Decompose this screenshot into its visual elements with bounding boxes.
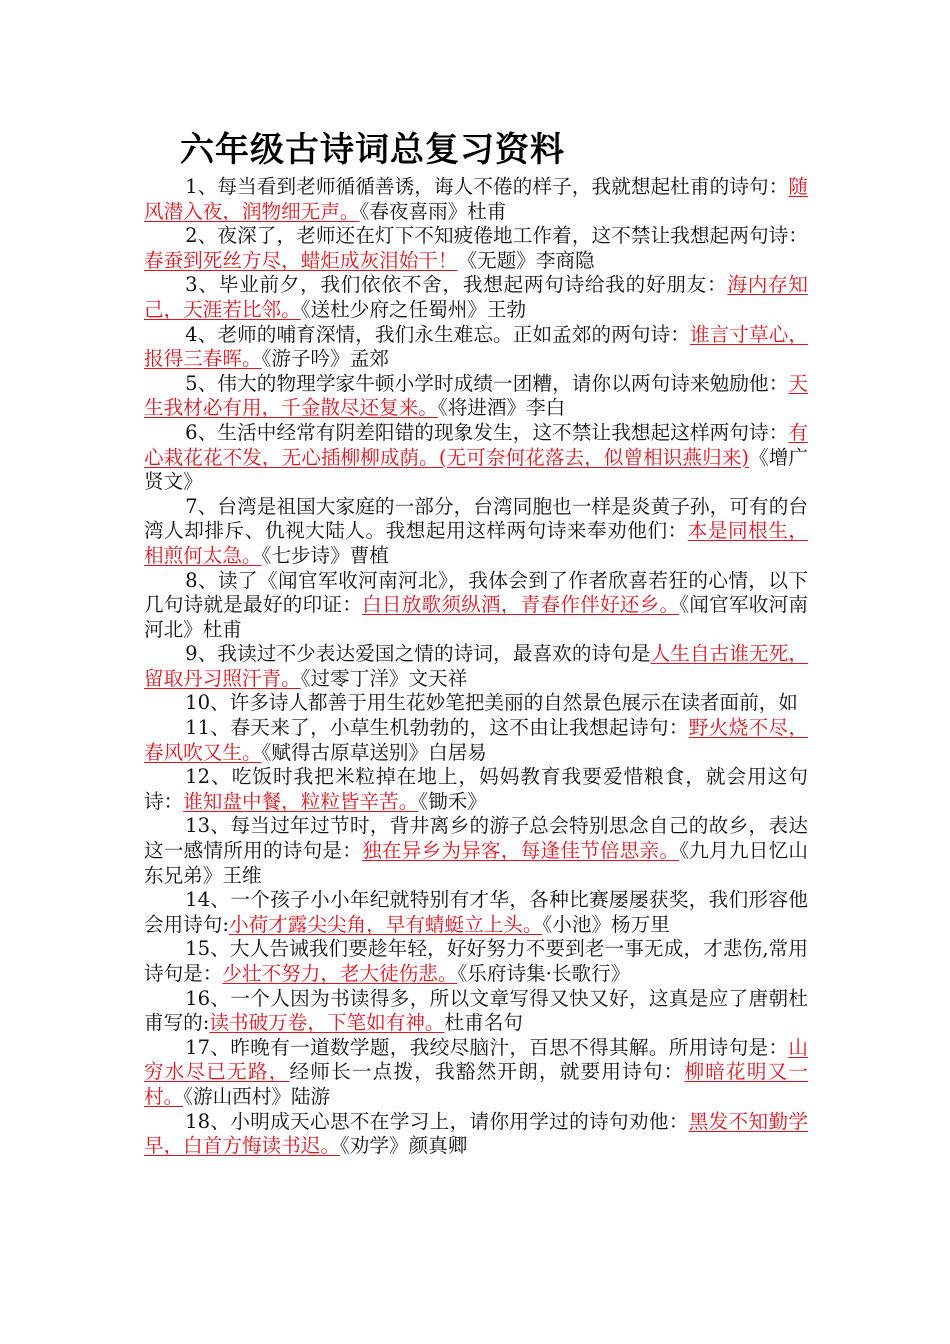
answer-text: 有心栽花花不发，无心插柳柳成荫。(无可奈何花落去，似曾相识燕归来) — [144, 420, 808, 469]
question-item — [144, 323, 808, 372]
question-text: 4、老师的哺育深情，我们永生难忘。正如孟郊的两句诗： — [185, 322, 690, 346]
source-text: 《小池》杨万里 — [542, 912, 670, 936]
question-text: 17、昨晚有一道数学题，我绞尽脑汁，百思不得其解。所用诗句是： — [185, 1035, 789, 1059]
answer-text: 读书破万卷，下笔如有神。 — [209, 1011, 445, 1035]
answer-text: 白日放歌须纵酒，青春作伴好还乡。 — [362, 593, 680, 617]
question-item — [144, 716, 808, 765]
question-item — [144, 224, 808, 273]
source-text: 《游山西村》陆游 — [183, 1084, 331, 1108]
source-text: 《乐府诗集·长歌行》 — [457, 962, 631, 985]
answer-text: 黑发不知勤学早，白首方悔读书迟。 — [144, 1109, 808, 1158]
source-text: 杜甫名句 — [444, 1011, 523, 1035]
question-item — [144, 421, 808, 495]
source-text: 《劝学》颜真卿 — [339, 1134, 468, 1158]
answer-text: 谁言寸草心，报得三春晖。 — [144, 322, 809, 371]
question-text: 13、每当过年过节时，背井离乡的游子总会特别思念自己的故乡，表达这一感情所用的诗句是： — [144, 814, 808, 863]
question-item — [144, 1110, 808, 1159]
question-text: 9、我读过不少表达爱国之情的诗词，最喜欢的诗句是 — [185, 642, 651, 666]
question-item — [144, 175, 808, 224]
answer-text: 野火烧不尽，春风吹又生。 — [144, 716, 808, 764]
source-text: 《闻官军收河南河北》杜甫 — [144, 593, 809, 641]
answer-text: 本是同根生，相煎何太急。 — [144, 519, 809, 567]
answer-text: 海内存知己，天涯若比邻。 — [144, 273, 809, 321]
source-text: 《锄禾》 — [418, 789, 487, 813]
answer-text: 少壮不努力，老大徒伤悲。 — [222, 962, 458, 985]
question-item — [144, 569, 808, 643]
question-item — [144, 372, 808, 421]
source-text: 《过零丁洋》文天祥 — [300, 666, 468, 690]
question-text: 12、吃饭时我把米粒掉在地上，妈妈教育我要爱惜粮食，就会用这句诗： — [144, 765, 808, 813]
question-text: 7、台湾是祖国大家庭的一部分，台湾同胞也一样是炎黄子孙，可有的台湾人却排斥、仇视大陆人。我想起用这样两句诗来奉劝他们： — [144, 494, 808, 543]
answer-text: 天生我材必有用，千金散尽还复来。 — [144, 371, 808, 420]
question-text: 6、生活中经常有阴差阳错的现象发生，这不禁让我想起这样两句诗： — [185, 420, 789, 444]
source-text: 《增广贤文》 — [144, 445, 808, 494]
answer-text: 谁知盘中餐，粒粒皆辛苦。 — [183, 789, 419, 813]
answer-text: 独在异乡为异客，每逢佳节倍思亲。 — [362, 839, 680, 863]
question-text: 10、许多诗人都善于用生花妙笔把美丽的自然景色展示在读者面前，如 — [185, 691, 798, 715]
source-text: 《春夜喜雨》杜甫 — [359, 199, 507, 223]
question-text: 8、读了《闻官军收河南河北》，我体会到了作者欣喜若狂的心情，以下几句诗就是最好的印证： — [144, 568, 808, 617]
question-item — [144, 814, 808, 888]
question-item — [144, 495, 808, 569]
question-item — [144, 765, 808, 814]
question-item — [144, 691, 808, 716]
question-list — [144, 175, 808, 1159]
answer-text: 人生自古谁无死，留取丹习照汗青。 — [144, 642, 808, 690]
source-text: 《九月九日忆山东兄弟》王维 — [144, 839, 809, 887]
answer-text: 小荷才露尖尖角，早有蜻蜓立上头。 — [228, 912, 543, 936]
source-text: 经师长一点拨，我豁然开朗，就要用诗句： — [289, 1060, 685, 1084]
question-text: 5、伟大的物理学家牛顿小学时成绩一团糟，请你以两句诗来勉励他： — [185, 371, 789, 395]
question-text: 3、毕业前夕，我们依依不舍，我想起两句诗给我的好朋友： — [185, 273, 728, 297]
question-text: 1、每当看到老师循循善诱，诲人不倦的样子，我就想起杜甫的诗句： — [185, 175, 789, 198]
question-item — [144, 642, 808, 691]
source-text: 《将进酒》李白 — [437, 396, 566, 420]
page-title: 六年级古诗词总复习资料 — [180, 130, 565, 170]
answer-text: 随风潜入夜，润物细无声。 — [144, 175, 808, 223]
question-item — [144, 273, 808, 322]
answer-text: 柳暗花明又一村。 — [144, 1060, 809, 1108]
source-text: 《七步诗》曹植 — [261, 543, 389, 567]
question-text: 11、春天来了，小草生机勃勃的，这不由让我想起诗句： — [185, 716, 689, 740]
source-text: 《无题》李商隐 — [457, 248, 595, 272]
source-text: 《送杜少府之任蜀州》王勃 — [300, 297, 527, 321]
question-text: 2、夜深了，老师还在灯下不知疲倦地工作着，这不禁让我想起两句诗： — [185, 224, 808, 248]
question-item — [144, 1036, 808, 1110]
question-text: 14、一个孩子小小年纪就特别有才华，各种比赛屡屡获奖，我们形容他会用诗句: — [144, 888, 808, 936]
question-text: 18、小明成天心思不在学习上，请你用学过的诗句劝他： — [185, 1109, 689, 1133]
question-text: 15、大人告诫我们要趁年轻，好好努力不要到老一事无成，才悲伤,常用诗句是： — [144, 937, 808, 985]
question-item — [144, 888, 808, 937]
source-text: 《赋得古原草送别》白居易 — [261, 740, 487, 764]
answer-text: 春蚕到死丝方尽，蜡炬成灰泪始干！ — [144, 248, 458, 272]
answer-text: 山穷水尽已无路， — [144, 1035, 808, 1084]
question-item — [144, 987, 808, 1036]
source-text: 《游子吟》孟郊 — [261, 347, 389, 371]
question-text: 16、一个人因为书读得多，所以文章写得又快又好，这真是应了唐朝杜甫写的: — [144, 986, 808, 1035]
question-item — [144, 937, 808, 986]
